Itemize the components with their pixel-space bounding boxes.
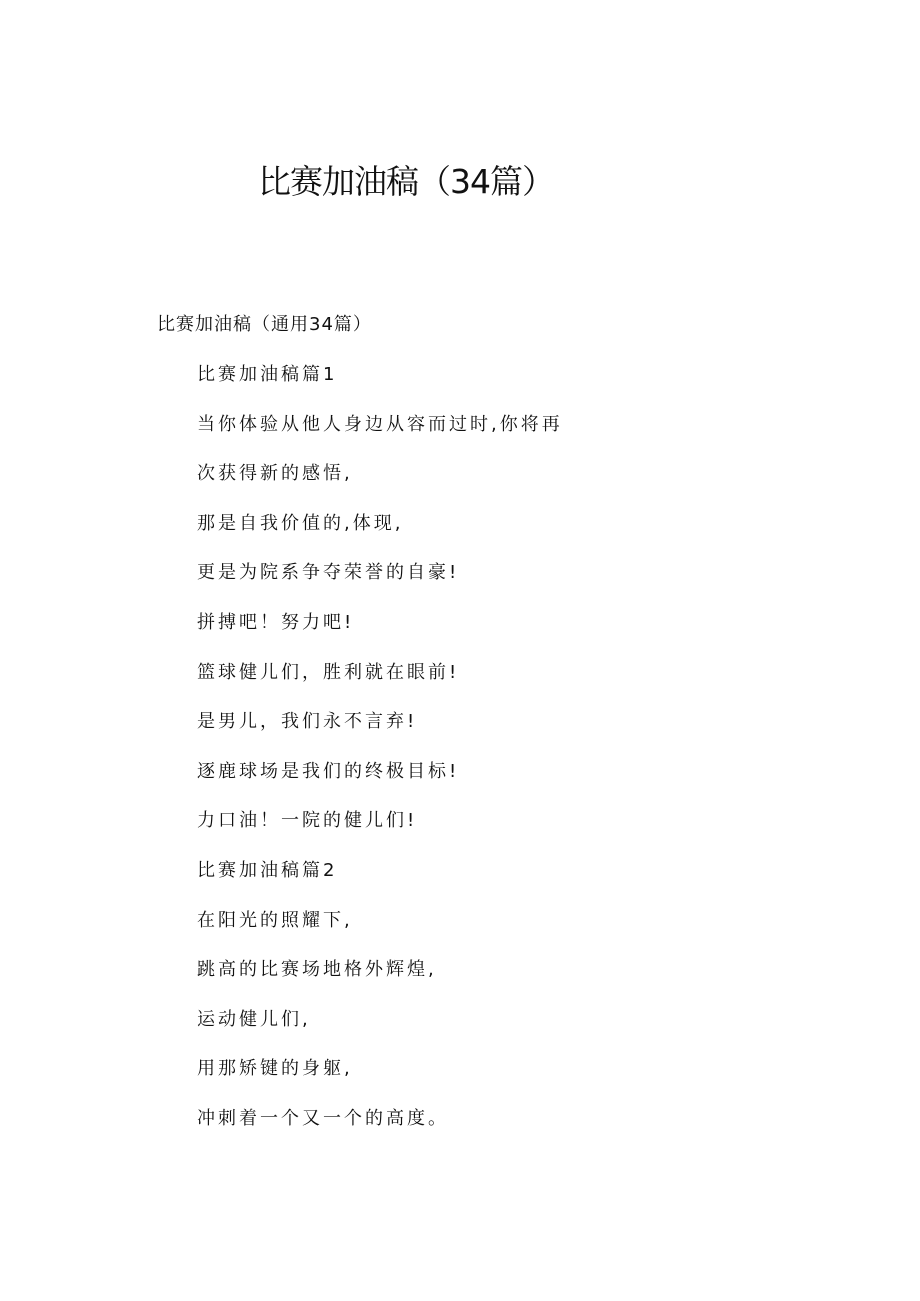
- paragraph-line: 冲刺着一个又一个的高度。: [197, 1107, 449, 1129]
- paragraph-line: 力口油！一院的健儿们!: [197, 810, 418, 832]
- paragraph-line: 逐鹿球场是我们的终极目标!: [197, 760, 460, 782]
- document-body: [197, 363, 563, 1157]
- paragraph-line: 在阳光的照耀下,: [197, 909, 353, 931]
- document-subtitle: 比赛加油稿（通用34篇）: [157, 314, 372, 335]
- paragraph-line: 那是自我价值的,体现,: [197, 512, 404, 534]
- paragraph-line: 更是为院系争夺荣誉的自豪!: [197, 562, 460, 584]
- paragraph-line: 是男儿，我们永不言弃!: [197, 711, 418, 733]
- section-heading-2: 比赛加油稿篇2: [197, 859, 338, 881]
- paragraph-line: 运动健儿们,: [197, 1008, 311, 1030]
- paragraph-line: 跳高的比赛场地格外辉煌,: [197, 959, 437, 981]
- paragraph-line: 用那矫键的身躯,: [197, 1058, 353, 1080]
- paragraph-line: 当你体验从他人身边从容而过时,你将再: [197, 413, 563, 435]
- paragraph-line: 拼搏吧！努力吧!: [197, 611, 355, 633]
- paragraph-line: 次获得新的感悟,: [197, 463, 353, 485]
- document-title: 比赛加油稿（34篇）: [258, 162, 554, 201]
- section-heading-1: 比赛加油稿篇1: [197, 364, 338, 385]
- paragraph-line: 篮球健儿们，胜利就在眼前!: [197, 661, 460, 683]
